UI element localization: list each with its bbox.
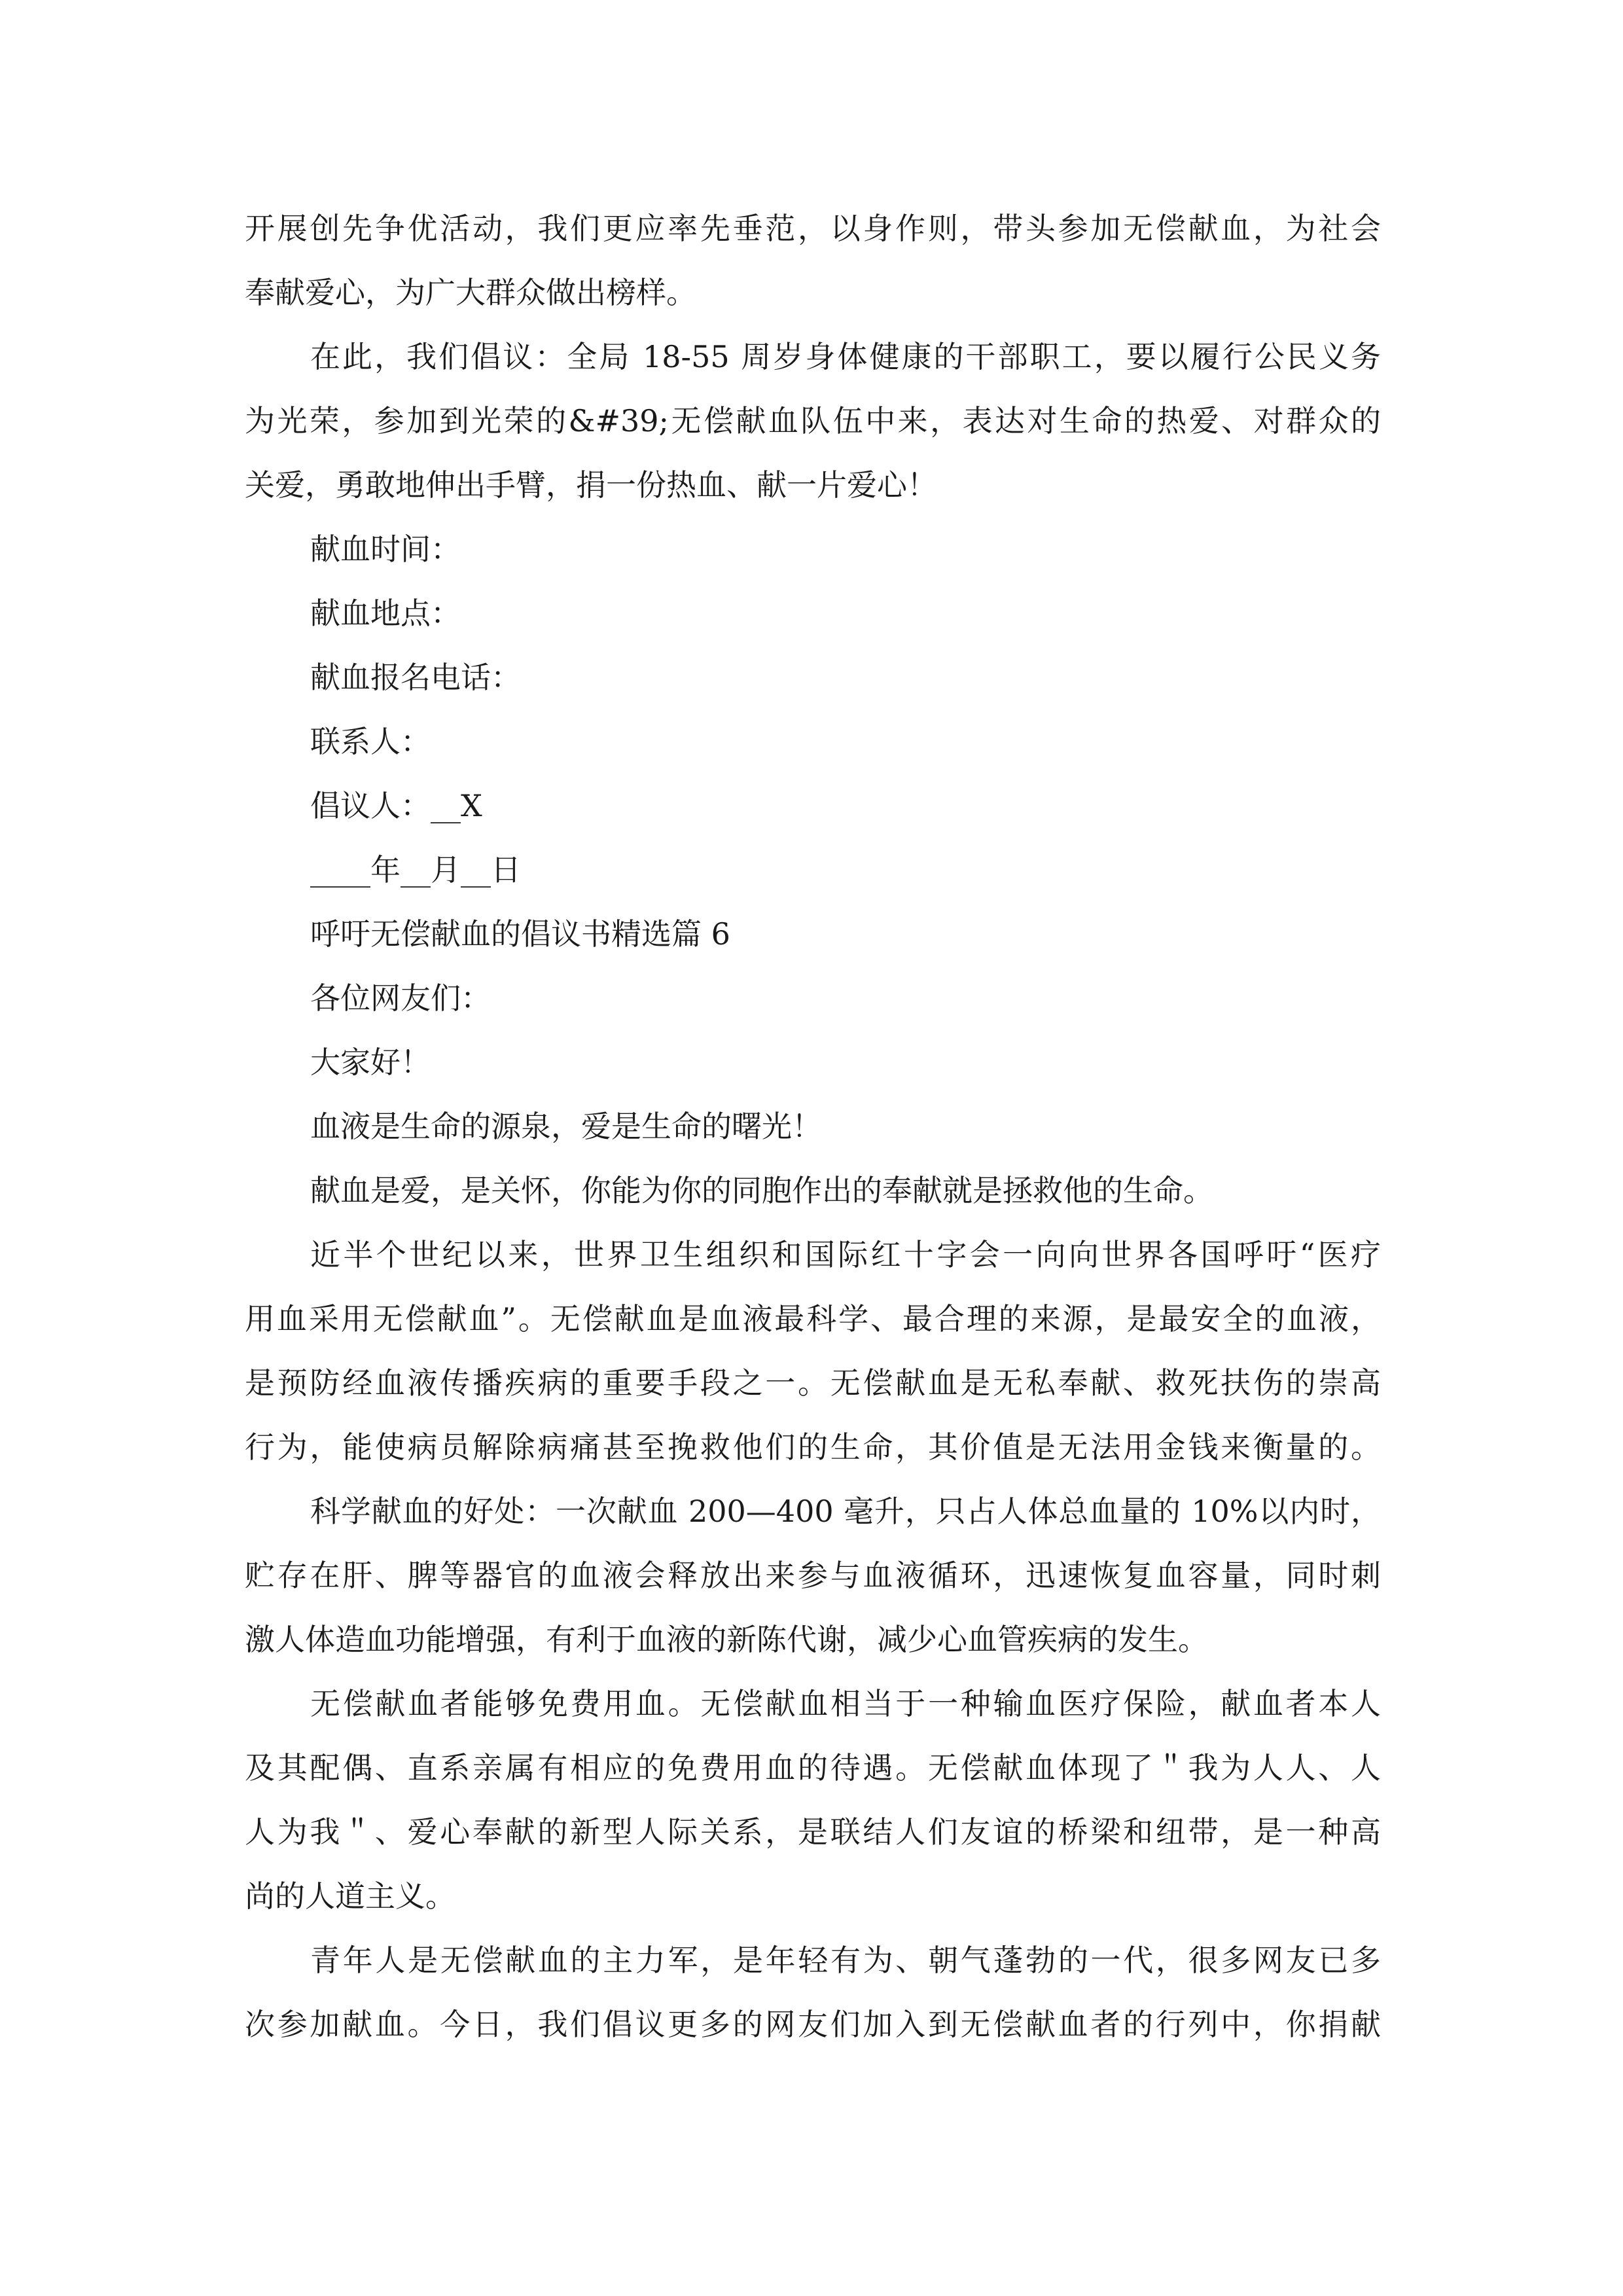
text-line: 及其配偶、直系亲属有相应的免费用血的待遇。无偿献血体现了＂我为人人、人 <box>245 1750 1381 1785</box>
text-line: 青年人是无偿献血的主力军，是年轻有为、朝气蓬勃的一代，很多网友已多 <box>310 1943 1381 1978</box>
text-line: 贮存在肝、脾等器官的血液会释放出来参与血液循环，迅速恢复血容量，同时刺 <box>245 1558 1381 1593</box>
text-line: 次参加献血。今日，我们倡议更多的网友们加入到无偿献血者的行列中，你捐献 <box>245 2007 1381 2042</box>
text-line: 尚的人道主义。 <box>245 1878 455 1914</box>
text-line: 为光荣，参加到光荣的&#39;无偿献血队伍中来，表达对生命的热爱、对群众的 <box>245 403 1381 439</box>
text-line: 近半个世纪以来，世界卫生组织和国际红十字会一向向世界各国呼吁“医疗 <box>310 1237 1381 1272</box>
field-label-contact: 联系人： <box>310 724 431 759</box>
field-label-location: 献血地点： <box>310 596 461 631</box>
text-line: 人为我＂、爱心奉献的新型人际关系，是联结人们友谊的桥梁和纽带，是一种高 <box>245 1814 1381 1850</box>
text-line: 行为，能使病员解除病痛甚至挽救他们的生命，其价值是无法用金钱来衡量的。 <box>245 1429 1381 1465</box>
text-line: 科学献血的好处：一次献血 200—400 毫升，只占人体总血量的 10%以内时， <box>310 1494 1381 1529</box>
text-line: 在此，我们倡议：全局 18-55 周岁身体健康的干部职工，要以履行公民义务 <box>310 339 1381 374</box>
field-label-phone: 献血报名电话： <box>310 660 521 695</box>
text-line: 用血采用无偿献血”。无偿献血是血液最科学、最合理的来源，是最安全的血液， <box>245 1301 1381 1336</box>
date-line: ____年__月__日 <box>310 852 521 888</box>
salutation: 各位网友们： <box>310 980 491 1016</box>
text-line: 奉献爱心，为广大群众做出榜样。 <box>245 275 696 310</box>
text-line: 激人体造血功能增强，有利于血液的新陈代谢，减少心血管疾病的发生。 <box>245 1622 1208 1657</box>
section-heading: 呼吁无偿献血的倡议书精选篇 6 <box>310 916 730 952</box>
text-line: 是预防经血液传播疾病的重要手段之一。无偿献血是无私奉献、救死扶伤的崇高 <box>245 1365 1381 1401</box>
field-label-initiator: 倡议人：__X <box>310 788 482 823</box>
greeting: 大家好！ <box>310 1045 431 1080</box>
text-line: 献血是爱，是关怀，你能为你的同胞作出的奉献就是拯救他的生命。 <box>310 1173 1213 1208</box>
text-line: 开展创先争优活动，我们更应率先垂范，以身作则，带头参加无偿献血，为社会 <box>245 211 1381 246</box>
field-label-time: 献血时间： <box>310 531 461 567</box>
text-line: 无偿献血者能够免费用血。无偿献血相当于一种输血医疗保险，献血者本人 <box>310 1686 1381 1721</box>
text-line: 关爱，勇敢地伸出手臂，捐一份热血、献一片爱心！ <box>245 467 937 503</box>
text-line: 血液是生命的源泉，爱是生命的曙光！ <box>310 1109 822 1144</box>
